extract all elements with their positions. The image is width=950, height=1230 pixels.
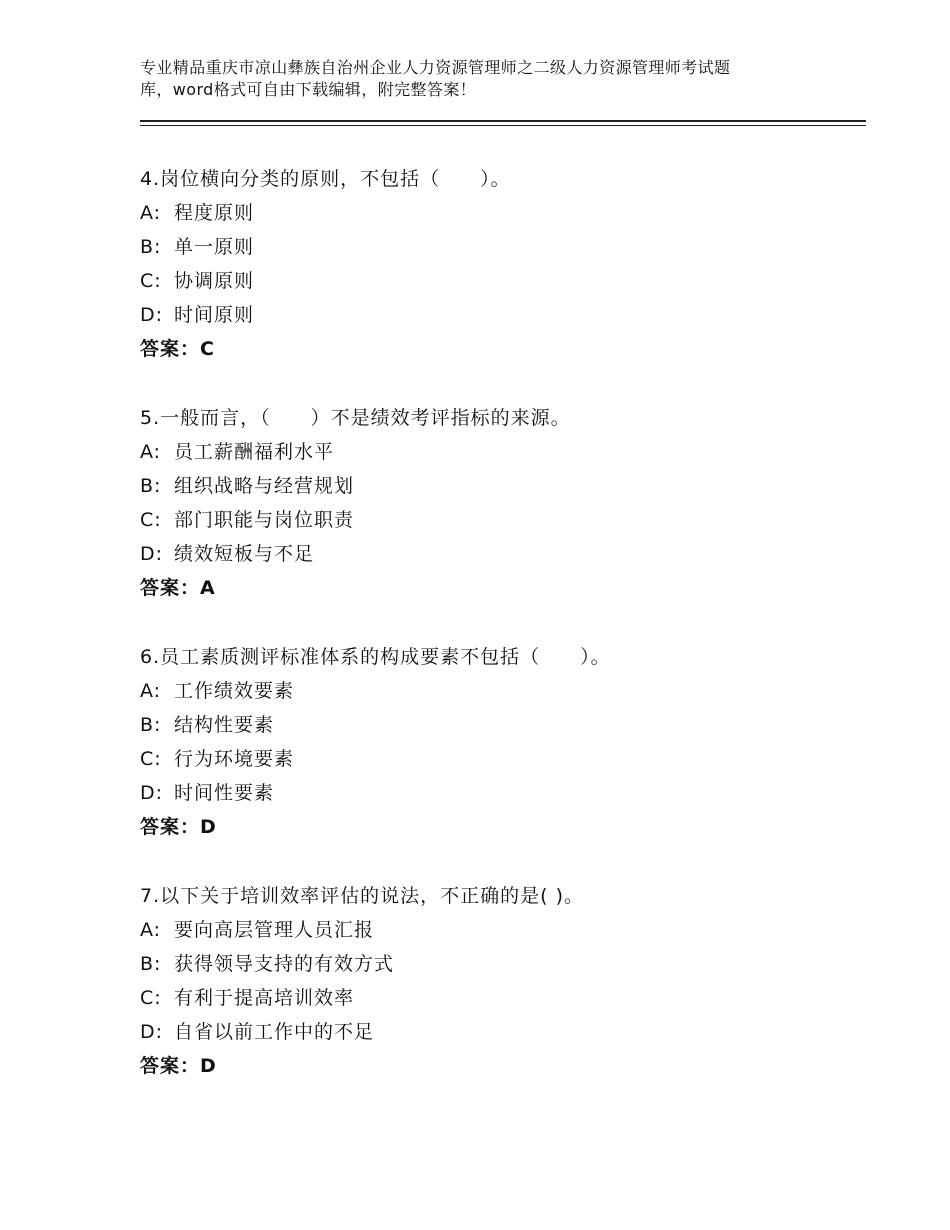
document-header <box>140 57 840 101</box>
option-b <box>140 708 866 742</box>
option-letter: A: <box>140 441 162 463</box>
option-text: 结构性要素 <box>174 714 275 736</box>
header-rule-thick <box>140 120 866 122</box>
option-d <box>140 537 866 571</box>
option-text: 员工薪酬福利水平 <box>174 441 335 463</box>
answer: 答案：C <box>140 338 215 360</box>
option-letter: B: <box>140 475 162 497</box>
answer: 答案：D <box>140 1055 217 1077</box>
option-text: 程度原则 <box>174 202 255 224</box>
option-text: 有利于提高培训效率 <box>174 987 355 1009</box>
option-letter: A: <box>140 919 162 941</box>
option-text: 时间原则 <box>174 304 255 326</box>
option-letter: B: <box>140 236 162 258</box>
option-letter: D: <box>140 543 164 565</box>
option-text: 行为环境要素 <box>174 748 295 770</box>
header-line-1: 专业精品重庆市凉山彝族自治州企业人力资源管理师之二级人力资源管理师考试题 <box>140 58 731 77</box>
question-5 <box>140 401 866 605</box>
option-d <box>140 776 866 810</box>
option-b <box>140 469 866 503</box>
question-stem: 5.一般而言，（ ）不是绩效考评指标的来源。 <box>140 407 571 429</box>
option-c <box>140 264 866 298</box>
option-letter: B: <box>140 953 162 975</box>
option-a <box>140 674 866 708</box>
option-letter: A: <box>140 680 162 702</box>
option-b <box>140 230 866 264</box>
option-letter: C: <box>140 509 162 531</box>
option-text: 自省以前工作中的不足 <box>174 1021 375 1043</box>
option-d <box>140 1015 866 1049</box>
option-letter: C: <box>140 748 162 770</box>
question-7 <box>140 879 866 1083</box>
answer: 答案：A <box>140 577 216 599</box>
option-c <box>140 503 866 537</box>
option-letter: D: <box>140 1021 164 1043</box>
option-c <box>140 981 866 1015</box>
option-letter: A: <box>140 202 162 224</box>
option-letter: B: <box>140 714 162 736</box>
question-stem: 6.员工素质测评标准体系的构成要素不包括（ ）。 <box>140 646 611 668</box>
option-text: 协调原则 <box>174 270 255 292</box>
option-letter: C: <box>140 987 162 1009</box>
option-text: 工作绩效要素 <box>174 680 295 702</box>
option-text: 绩效短板与不足 <box>174 543 315 565</box>
option-text: 部门职能与岗位职责 <box>174 509 355 531</box>
question-stem: 7.以下关于培训效率评估的说法，不正确的是( )。 <box>140 885 584 907</box>
option-a <box>140 435 866 469</box>
option-c <box>140 742 866 776</box>
option-b <box>140 947 866 981</box>
header-line-2: 库，word格式可自由下载编辑，附完整答案！ <box>140 80 477 99</box>
option-text: 组织战略与经营规划 <box>174 475 355 497</box>
answer: 答案：D <box>140 816 217 838</box>
question-4 <box>140 162 866 366</box>
option-d <box>140 298 866 332</box>
option-a <box>140 913 866 947</box>
option-text: 时间性要素 <box>174 782 275 804</box>
question-stem: 4.岗位横向分类的原则，不包括（ ）。 <box>140 168 511 190</box>
option-a <box>140 196 866 230</box>
option-text: 单一原则 <box>174 236 255 258</box>
option-text: 获得领导支持的有效方式 <box>174 953 395 975</box>
option-letter: D: <box>140 782 164 804</box>
header-rule-thin <box>140 125 866 126</box>
question-6 <box>140 640 866 844</box>
option-letter: D: <box>140 304 164 326</box>
option-letter: C: <box>140 270 162 292</box>
option-text: 要向高层管理人员汇报 <box>174 919 375 941</box>
